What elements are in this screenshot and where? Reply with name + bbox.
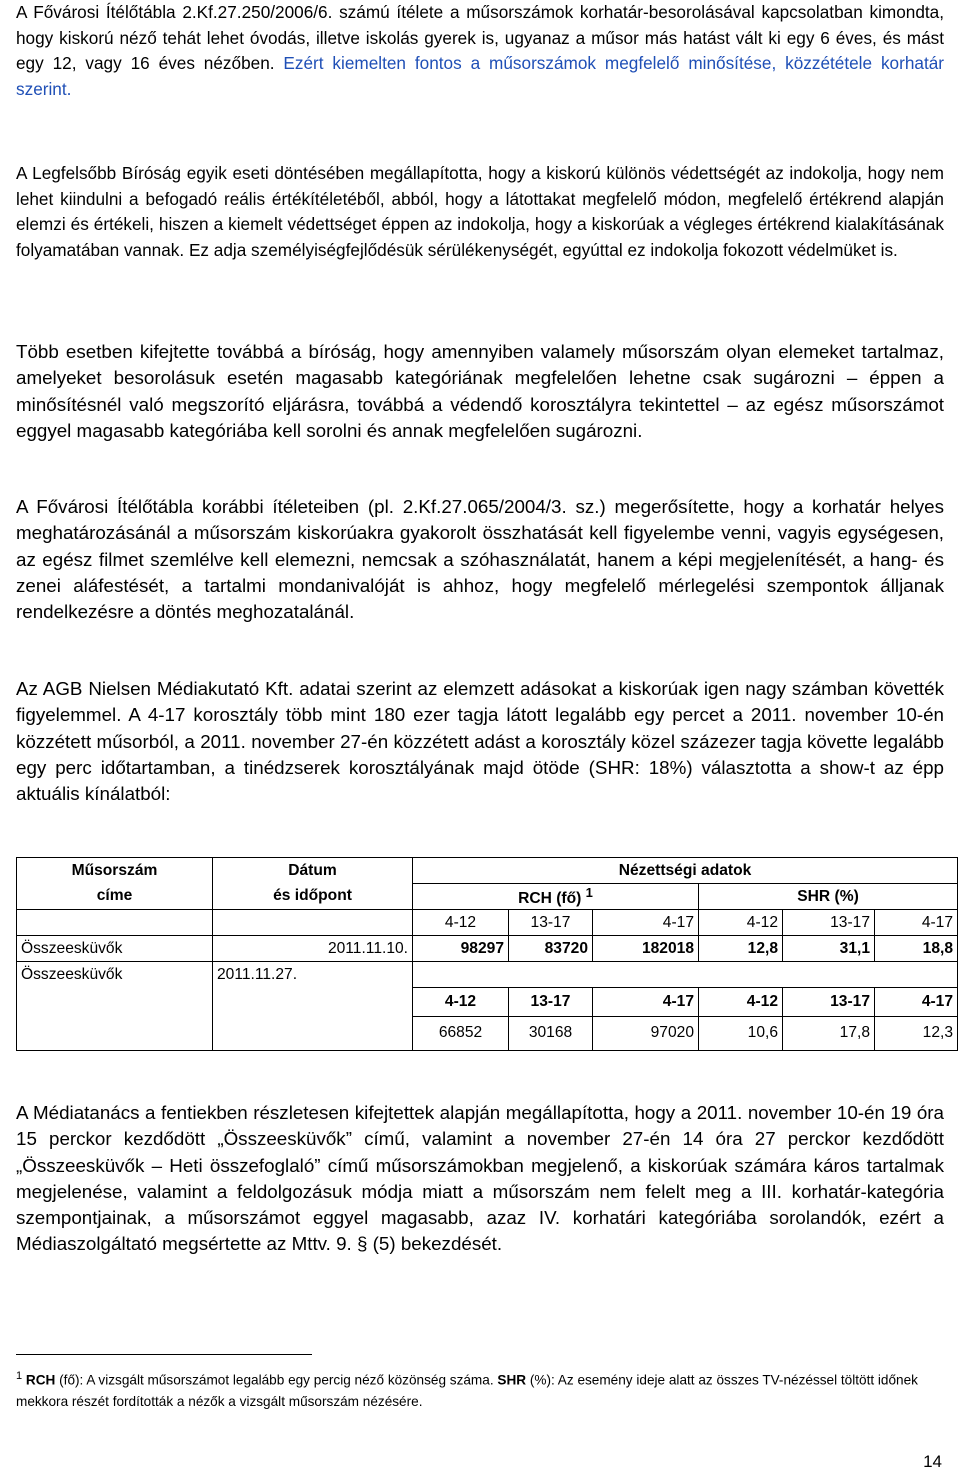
broadcast-date: 2011.11.27. [213,962,413,988]
empty-cell [17,910,213,936]
empty-cell [213,987,413,1016]
age-group-cell: 13-17 [509,987,593,1016]
paragraph-court-opinion: Több esetben kifejtette továbbá a bíróság, hogy amennyiben valamely műsorszám olyan elemeket tartalmaz, amelyeket besorolásuk esetén magasabb kategóriának megfelelően lehetne csak sugározni – éppen a minősítésnél való megszorító eljárásra, továbbá a védendő korosztályra tekintettel – az egész műsorszámot eggyel magasabb kategóriába kell sorolni és annak megfelelően sugározni. [16,341,944,441]
footnote-separator [16,1354,312,1355]
show-title: Összeesküvők [17,936,213,962]
age-group-cell: 4-12 [699,987,783,1016]
paragraph-nielsen-data: Az AGB Nielsen Médiakutató Kft. adatai szerint az elemzett adásokat a kiskorúak igen nagy számban követték figyelemmel. A 4-17 korosztály több mint 180 ezer tagja látott legalább egy percet a 2011. november 10-én közzétett műsorból, a 2011. november 27-én közzétett adást a korosztály közel százezer tagja követte legalább egy perc időtartamban, a tinédzserek korosztályának majd ötöde (SHR: 18%) választotta a show-t az épp aktuális kínálatból: [16,678,944,805]
age-group-cell: 4-12 [413,987,509,1016]
age-group-cell: 13-17 [783,910,875,936]
show-title: Összeesküvők [17,962,213,988]
value-cell: 83720 [509,936,593,962]
footnote-rch-label: RCH [25,1372,56,1388]
age-group-cell: 13-17 [783,987,875,1016]
table-row [17,962,958,988]
age-group-cell: 4-17 [875,910,958,936]
value-cell: 30168 [509,1016,593,1051]
footnote-rch-text: (fő): A vizsgált műsorszámot legalább egy percig néző közönség száma. [55,1372,498,1388]
age-group-cell: 4-17 [593,987,699,1016]
age-group-cell: 4-12 [413,910,509,936]
value-cell: 17,8 [783,1016,875,1051]
empty-cell [413,962,958,988]
age-group-cell: 4-12 [699,910,783,936]
header-title: Műsorszám [17,858,213,884]
header-shr: SHR (%) [699,884,958,910]
value-cell: 98297 [413,936,509,962]
footnote-ref: 1 [585,884,593,900]
value-cell: 18,8 [875,936,958,962]
value-cell: 12,8 [699,936,783,962]
paragraph-media-council: A Médiatanács a fentiekben részletesen kifejtettek alapján megállapította, hogy a 2011. november 10-én 19 óra 15 perckor kezdődött „Összeesküvők” című, valamint a november 27-én 14 óra 27 perckor kezdődött „Összeesküvők – Heti összefoglaló” című műsorszámokban megjelenő, a kiskorúak számára káros tartalmak megjelenése, valamint a feldolgozásuk módja miatt a műsorszám nem felelt meg a III. korhatár-kategória szempontjainak, a műsorszámot eggyel magasabb, azaz IV. korhatári kategóriába sorolandók, ezért a Médiaszolgáltató megsértette az Mttv. 9. § (5) bekezdését. [16,1102,944,1255]
header-title-2: címe [17,884,213,910]
value-cell: 12,3 [875,1016,958,1051]
paragraph-appeal-court: A Fővárosi Ítélőtábla korábbi ítéleteiben (pl. 2.Kf.27.065/2004/3. sz.) megerősítette, hogy a korhatár helyes meghatározásánál a műsorszám kiskorúakra gyakorolt összhatását kell figyelembe venni, vagyis egységesen, az egész filmet szemlélve kell elemezni, nemcsak a szóhasználatát, hanem a képi megjelenítését, a hang- és zenei aláfestését, a tartalmi mondanivalóját is ahhoz, hogy megfelelő mérlegelési szempontok álljanak rendelkezésre a döntés meghozatalánál. [16,496,944,623]
ratings-table [16,857,958,1051]
paragraph-court-ruling [16,0,944,102]
value-cell: 182018 [593,936,699,962]
empty-cell [17,987,213,1016]
header-date-2: és időpont [213,884,413,910]
paragraph-supreme-court: A Legfelsőbb Bíróság egyik eseti döntésében megállapította, hogy a kiskorú különös védettségét az indokolja, hogy nem lehet kiindulni a befogadó reális értékítéletéből, abból, hogy a látottakat megfelelő módon, megfelelő értékrend alapján elemzi és értékeli, hiszen a kiemelt védettséget éppen az indokolja, hogy a kiskorúak a végleges értékrend kialakításának folyamatában vannak. Ez adja személyiségfejlődésük sérülékenységét, egyúttal ez indokolja fokozott védelmüket is. [16,163,944,260]
footnote-mark: 1 [16,1370,23,1382]
empty-cell [213,1016,413,1051]
age-group-cell: 4-17 [875,987,958,1016]
broadcast-date: 2011.11.10. [213,936,413,962]
table-row [17,936,958,962]
empty-cell [213,910,413,936]
footnote [16,1366,944,1412]
value-cell: 97020 [593,1016,699,1051]
value-cell: 66852 [413,1016,509,1051]
value-cell: 10,6 [699,1016,783,1051]
age-group-cell: 4-17 [593,910,699,936]
age-group-cell: 13-17 [509,910,593,936]
page-number: 14 [923,1452,942,1471]
highlighted-sentence: Ezért kiemelten fontos a műsorszámok megfelelő minősítése, közzététele korhatár szerint. [16,53,945,99]
table-row [17,1016,958,1051]
header-rch: RCH (fő) $^1$ [413,884,699,910]
empty-cell [17,1016,213,1051]
footnote-shr-label: SHR [497,1372,527,1388]
header-ratings: Nézettségi adatok [413,858,958,884]
value-cell: 31,1 [783,936,875,962]
footnote-shr-text: (%): Az esemény ideje alatt az összes TV-nézéssel töltött időnek mekkora részét fordították a nézők a vizsgált műsorszám nézésére. [16,1372,918,1409]
paragraph-text: A Fővárosi Ítélőtábla 2.Kf.27.250/2006/6. számú ítélete a műsorszámok korhatár-besorolásával kapcsolatban kimondta, hogy kiskorú néző tehát lehet óvodás, illetve iskolás gyerek is, ugyanaz a műsor más hatást vált ki egy 6 éves, és mást egy 12, vagy 16 éves nézőben. [16,2,944,73]
header-date: Dátum [213,858,413,884]
